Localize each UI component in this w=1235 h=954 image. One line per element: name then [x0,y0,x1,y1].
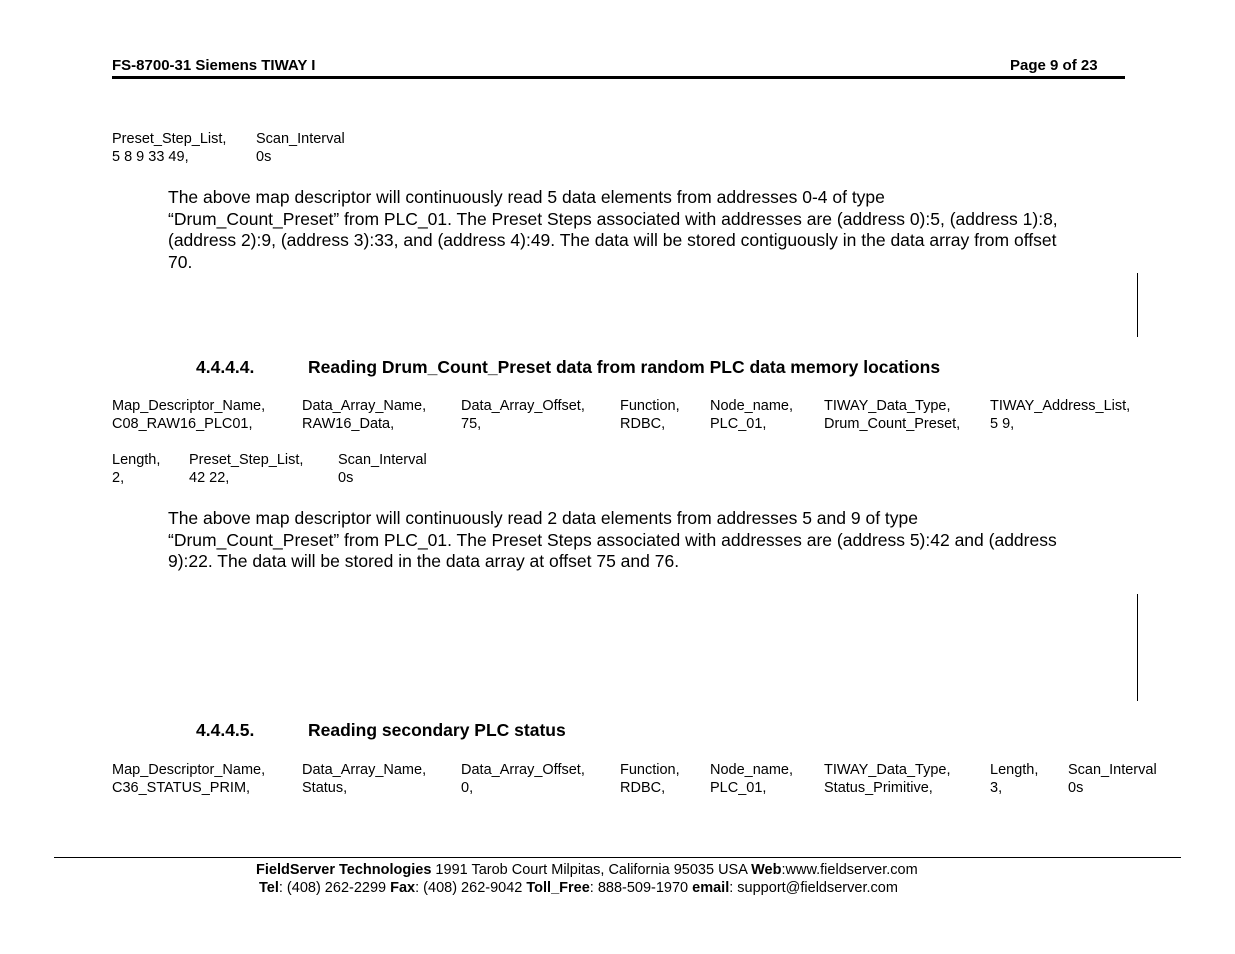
paragraph-line: (address 2):9, (address 3):33, and (address 4):49. The data will be stored contiguously in the data array from offset [168,230,1057,250]
change-bar [1137,273,1138,337]
column-value: RAW16_Data, [302,416,395,432]
column-heading: Function, [620,762,680,778]
column-map-descriptor-name [112,761,265,797]
section-title: Reading secondary PLC status [308,720,566,740]
column-heading: Map_Descriptor_Name, [112,398,266,414]
column-tiway-address-list [990,397,1130,433]
column-heading: Scan_Interval [256,131,345,147]
paragraph-line: “Drum_Count_Preset” from PLC_01. The Preset Steps associated with addresses are (address 0):5, (address 1):8, [168,208,1058,229]
column-heading: Data_Array_Offset, [461,762,585,778]
document-title: FS-8700-31 Siemens TIWAY I [112,57,316,74]
column-heading: Map_Descriptor_Name, [112,762,266,778]
column-heading: Node_name, [710,762,794,778]
paragraph-line: “Drum_Count_Preset” from PLC_01. The Preset Steps associated with addresses are (address 5):42 and (address [168,529,1057,550]
column-heading: Data_Array_Name, [302,398,427,414]
column-value: 5 9, [990,416,1015,432]
column-function [620,761,680,797]
change-bar [1137,594,1138,701]
column-value: 42 22, [189,470,230,486]
paragraph-line: The above map descriptor will continuously read 2 data elements from addresses 5 and 9 of type [168,508,918,528]
column-value: C08_RAW16_PLC01, [112,416,253,432]
column-data-array-offset [461,761,585,797]
column-tiway-data-type [824,397,960,433]
column-value: 0s [338,470,354,486]
column-length [990,761,1038,797]
column-heading: TIWAY_Data_Type, [824,762,951,778]
column-heading: TIWAY_Data_Type, [824,398,951,414]
footer-rule [54,857,1181,858]
footer-toll-free: : 888-509-1970 [589,880,693,896]
header-rule [112,76,1125,79]
section-number: 4.4.4.5. [196,720,255,740]
column-value: 75, [461,416,482,432]
paragraph-line: 70. [168,251,193,272]
footer-contact-line [259,880,898,896]
column-preset-step-list [112,130,226,166]
column-preset-step-list [189,451,303,487]
column-function [620,397,680,433]
footer-web-link[interactable]: :www.fieldserver.com [781,862,918,878]
footer-fax-label: Fax [390,880,416,896]
column-heading: Data_Array_Name, [302,762,427,778]
column-heading: Length, [990,762,1039,778]
column-data-array-name [302,761,426,797]
column-value: Status, [302,780,348,796]
column-value: 0, [461,780,474,796]
column-node-name [710,397,793,433]
page-number: Page 9 of 23 [1010,57,1098,74]
column-heading: Scan_Interval [338,452,427,468]
column-value: RDBC, [620,780,666,796]
column-heading: Function, [620,398,680,414]
column-heading: TIWAY_Address_List, [990,398,1131,414]
footer-address: 1991 Tarob Court Milpitas, California 95035 USA [431,862,752,878]
footer-email-link[interactable]: : support@fieldserver.com [729,880,898,896]
paragraph-line: 9):22. The data will be stored in the data array at offset 75 and 76. [168,551,680,571]
description-paragraph [168,508,1128,573]
column-scan-interval [1068,761,1157,797]
column-value: C36_STATUS_PRIM, [112,780,251,796]
section-number: 4.4.4.4. [196,357,255,377]
column-heading: Length, [112,452,161,468]
footer-toll-free-label: Toll_Free [526,880,590,896]
paragraph-line: The above map descriptor will continuously read 5 data elements from addresses 0-4 of type [168,187,885,207]
column-data-array-offset [461,397,585,433]
column-heading: Data_Array_Offset, [461,398,585,414]
section-title: Reading Drum_Count_Preset data from random PLC data memory locations [308,357,941,377]
column-value: Drum_Count_Preset, [824,416,961,432]
column-value: 5 8 9 33 49, [112,149,189,165]
column-scan-interval [338,451,427,487]
column-tiway-data-type [824,761,951,797]
column-scan-interval [256,130,345,166]
column-value: 3, [990,780,1003,796]
column-value: RDBC, [620,416,666,432]
column-heading: Node_name, [710,398,794,414]
column-value: 0s [256,149,272,165]
description-paragraph [168,187,1128,273]
footer-tel: : (408) 262-2299 [278,880,391,896]
column-value: 0s [1068,780,1084,796]
footer-email-label: email [692,880,730,896]
footer-fax: : (408) 262-9042 [415,880,527,896]
column-data-array-name [302,397,426,433]
column-heading: Preset_Step_List, [189,452,304,468]
column-heading: Scan_Interval [1068,762,1157,778]
footer-web-label: Web [751,862,782,878]
footer-address-line [256,862,918,878]
column-map-descriptor-name [112,397,265,433]
footer-tel-label: Tel [259,880,279,896]
column-value: PLC_01, [710,416,767,432]
column-value: Status_Primitive, [824,780,933,796]
column-node-name [710,761,793,797]
column-length [112,451,160,487]
column-value: PLC_01, [710,780,767,796]
footer-company: FieldServer Technologies [256,862,432,878]
column-value: 2, [112,470,125,486]
column-heading: Preset_Step_List, [112,131,227,147]
